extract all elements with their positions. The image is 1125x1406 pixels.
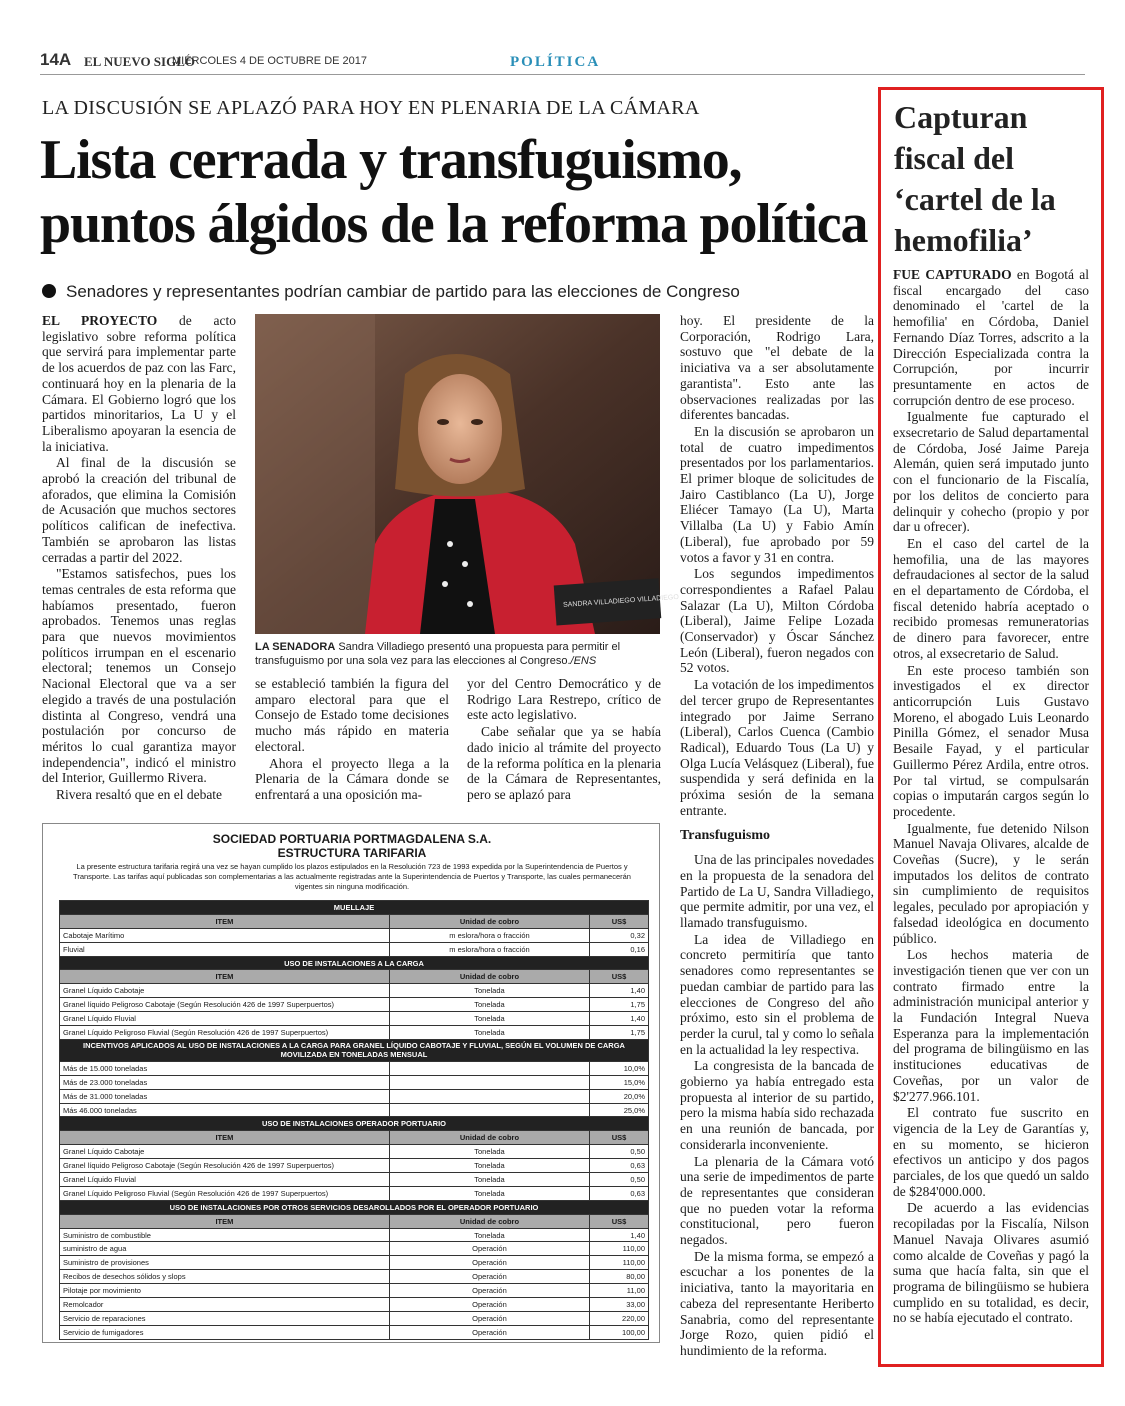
bullet-icon [42, 284, 56, 298]
paragraph: Cabe señalar que ya se había dado inicio al trámite del proyecto de la reforma política en la plenaria de la Cámara de Representantes, pero se aplazó para [467, 724, 661, 802]
nameplate-text: SANDRA VILLADIEGO VILLADIEGO [562, 593, 680, 609]
paragraph [893, 267, 1089, 408]
item-cell: Granel Líquido Fluvial [60, 1012, 390, 1026]
item-cell: Granel Líquido Peligroso Fluvial (Según Resolución 426 de 1997 Superpuertos) [60, 1186, 390, 1200]
usd-cell: 80,00 [590, 1270, 649, 1284]
unit-cell: Tonelada [389, 1186, 589, 1200]
header-usd: US$ [590, 970, 649, 984]
item-cell: Cabotaje Marítimo [60, 928, 390, 942]
paragraph: Los hechos materia de investigación tienen que ver con un contrato firmado entre la administración municipal anterior y la Fundación Integral Nueva Esperanza para la implementación del programa de bilingüismo en las instituciones educativas de Coveñas, por un valor de $2'277.966.101. [893, 947, 1089, 1104]
paragraph: La congresista de la bancada de gobierno ya había entregado esta propuesta al interior de su partido, pero la misma había sido rechazada en una reunión de bancada, por considerarla inconveniente. [680, 1058, 874, 1152]
section-title-cell: MUELLAJE [60, 901, 649, 915]
usd-cell: 33,00 [590, 1298, 649, 1312]
item-cell: Recibos de desechos sólidos y slops [60, 1270, 390, 1284]
item-cell: Granel líquido Peligroso Cabotaje (Según Resolución 426 de 1997 Superpuertos) [60, 1159, 390, 1173]
item-cell: Servicio de reparaciones [60, 1311, 390, 1325]
newspaper-name: EL NUEVO SIGLO [84, 54, 195, 69]
paragraph: Igualmente fue capturado el exsecretario de Salud departamental de Córdoba, José Jaime Pareja Alemán, quien será imputado junto con el funcionario de la Fiscalía, por los delitos de concierto para delinquir y cohecho (propio y por dar u ofrecer). [893, 409, 1089, 535]
article-column-4 [680, 313, 874, 1360]
usd-cell: 110,00 [590, 1242, 649, 1256]
usd-cell: 0,16 [590, 942, 649, 956]
subhead-text: Senadores y representantes podrían cambiar de partido para las elecciones de Congreso [66, 282, 740, 301]
paragraph: El contrato fue suscrito en vigencia de la Ley de Garantías y, en su momento, se hicieron efectivos un anticipo y dos pagos parciales, de los que quedó un saldo de $284'000.000. [893, 1105, 1089, 1199]
usd-cell: 1,40 [590, 1228, 649, 1242]
table-header-row [60, 1131, 649, 1145]
paragraph: Ahora el proyecto llega a la Plenaria de la Cámara donde se enfrentará a una oposición ma- [255, 755, 449, 802]
article-photo [255, 314, 680, 634]
usd-cell: 20,0% [590, 1089, 649, 1103]
paragraph: yor del Centro Democrático y de Rodrigo Lara Restrepo, crítico de este acto legislativo. [467, 676, 661, 723]
header-usd: US$ [590, 914, 649, 928]
table-header-row [60, 914, 649, 928]
subheading: Transfuguismo [680, 827, 770, 843]
table-row [60, 1325, 649, 1339]
paragraph-text: en Bogotá al fiscal encargado del caso denominado el 'cartel de la hemofilia' en Córdoba, Daniel Fernando Díaz Torres, adscrito a la Dirección Especializada contra la Corrupción, por incurrir presuntamente en actos de corrupción dentro de ese proceso. [893, 267, 1090, 408]
paragraph: La plenaria de la Cámara votó una serie de impedimentos de parte de representantes que consideran que no pueden votar la reforma constitucional, pero fueron negados. [680, 1153, 874, 1248]
page-folio: 14A [40, 50, 72, 69]
item-cell: Granel Líquido Fluvial [60, 1173, 390, 1187]
unit-cell: Tonelada [389, 984, 589, 998]
header-item: ITEM [60, 914, 390, 928]
table-row [60, 1284, 649, 1298]
table-row [60, 1173, 649, 1187]
ad-title: ESTRUCTURA TARIFARIA [277, 846, 427, 860]
photo-caption [255, 640, 660, 668]
usd-cell: 110,00 [590, 1256, 649, 1270]
photo-credit: /ENS [570, 655, 597, 667]
header-usd: US$ [590, 1214, 649, 1228]
item-cell: Servicio de fumigadores [60, 1325, 390, 1339]
unit-cell: Operación [389, 1325, 589, 1339]
usd-cell: 1,75 [590, 1026, 649, 1040]
item-cell: Granel Líquido Peligroso Fluvial (Según Resolución 426 de 1997 Superpuertos) [60, 1026, 390, 1040]
table-row [60, 1242, 649, 1256]
unit-cell: Operación [389, 1298, 589, 1312]
sidebar-body [893, 267, 1089, 1327]
header-unit: Unidad de cobro [389, 1131, 589, 1145]
paragraph [42, 313, 236, 454]
usd-cell: 25,0% [590, 1103, 649, 1117]
article-column-3 [467, 676, 661, 804]
tariff-advertisement [42, 823, 660, 1343]
table-header-row [60, 1214, 649, 1228]
usd-cell: 0,63 [590, 1159, 649, 1173]
unit-cell: Tonelada [389, 1159, 589, 1173]
lead-in: FUE CAPTURADO [893, 267, 1012, 282]
paragraph: En la discusión se aprobaron un total de cuatro impedimentos presentados por los parlamentarios. El primer bloque de solicitudes de Jairo Castiblanco (La U), Jorge Eliécer Tamayo (La U), Marta Villalba (La U) y Fabio Amín (Liberal), fue aprobado por 59 votos a favor y 31 en contra. [680, 423, 874, 565]
paragraph: Igualmente, fue detenido Nilson Manuel Navaja Olivares, alcalde de Coveñas (Sucre), y le serán imputados los delitos de contrato sin cumplimiento de requisitos legales, peculado por apropiación y falsedad ideológica en documento público. [893, 820, 1089, 946]
usd-cell: 11,00 [590, 1284, 649, 1298]
item-cell: Más de 31.000 toneladas [60, 1089, 390, 1103]
usd-cell: 15,0% [590, 1075, 649, 1089]
publication-date: MIÉRCOLES 4 DE OCTUBRE DE 2017 [172, 55, 368, 67]
caption-text: Sandra Villadiego presentó una propuesta para permitir el transfuguismo por una sola vez para las elecciones al Congreso. [255, 641, 621, 667]
item-cell: Suministro de provisiones [60, 1256, 390, 1270]
caption-lead: LA SENADORA [255, 641, 336, 653]
unit-cell: Tonelada [389, 1145, 589, 1159]
table-row [60, 1311, 649, 1325]
header-rule [40, 74, 1085, 75]
table-row [60, 1228, 649, 1242]
item-cell: Fluvial [60, 942, 390, 956]
usd-cell: 1,75 [590, 998, 649, 1012]
table-row [60, 928, 649, 942]
article-column-1 [42, 313, 236, 804]
section-title-cell: USO DE INSTALACIONES OPERADOR PORTUARIO [60, 1117, 649, 1131]
usd-cell: 1,40 [590, 984, 649, 998]
section-name: POLÍTICA [510, 54, 601, 70]
unit-cell: m eslora/hora o fracción [389, 928, 589, 942]
header-usd: US$ [590, 1131, 649, 1145]
item-cell: Remolcador [60, 1298, 390, 1312]
section-title-cell: USO DE INSTALACIONES POR OTROS SERVICIOS DESAROLLADOS POR EL OPERADOR PORTUARIO [60, 1200, 649, 1214]
unit-cell: Tonelada [389, 1026, 589, 1040]
table-row [60, 942, 649, 956]
unit-cell [389, 1061, 589, 1075]
table-row [60, 1075, 649, 1089]
headline-line-1: Lista cerrada y transfuguismo, [40, 129, 742, 191]
paragraph: En este proceso también son investigados el ex director anticorrupción Luis Gustavo Moreno, el abogado Luis Leonardo Pinilla Gómez, el senador Musa Besaile Fayad, y el particular Guillermo Pérez Ardila, entre otros. Por tal virtud, se compulsarán copias o imputarán cargos según lo procedente. [893, 662, 1089, 819]
table-row [60, 1145, 649, 1159]
paragraph: Los segundos impedimentos correspondientes a Rafael Palau Salazar (La U), Milton Córdoba (Liberal), Jaime Felipe Lozada (Conservador) y Óscar Sánchez León (Liberal), fueron negados con 52 votos. [680, 566, 874, 676]
table-row [60, 1270, 649, 1284]
table-section-title [60, 1039, 649, 1061]
article-column-2 [255, 676, 449, 804]
item-cell: Suministro de combustible [60, 1228, 390, 1242]
table-section-title [60, 901, 649, 915]
unit-cell: Operación [389, 1242, 589, 1256]
item-cell: Granel líquido Peligroso Cabotaje (Según Resolución 426 de 1997 Superpuertos) [60, 998, 390, 1012]
ad-company-title: SOCIEDAD PORTUARIA PORTMAGDALENA S.A. [212, 832, 492, 846]
unit-cell [389, 1103, 589, 1117]
paragraph: Una de las principales novedades en la propuesta de la senadora del Partido de La U, Sandra Villadiego, que permite admitir, por una vez, el llamado transfuguismo. [680, 852, 874, 931]
usd-cell: 10,0% [590, 1061, 649, 1075]
table-section-title [60, 1200, 649, 1214]
tariff-table [59, 900, 649, 1340]
ad-intro: La presente estructura tarifaria regirá una vez se hayan cumplido los plazos estipulados en la Resolución 723 de 1993 expedida por la Superintendencia de Puertos y Transporte. Las tarifas aquí publicadas son complementarias a las actualmente registradas ante la Superintendencia de Puertos y Transporte, las cuales permanecerán vigentes sin ninguna modificación. [73, 862, 631, 891]
item-cell: Granel Líquido Cabotaje [60, 984, 390, 998]
table-row [60, 1089, 649, 1103]
paragraph: "Estamos satisfechos, pues los temas centrales de esta reforma que habíamos presentado, fueron aprobados. Tenemos unas reglas para que nuevos movimientos políticos irrumpan en el escenario electoral; tenemos un Consejo Nacional Electoral que va a ser elegido a través de una postulación distinta al Congreso, vendrá una postulación por concurso de méritos lo cual garantiza mayor independencia", indicó el ministro del Interior, Guillermo Rivera. [42, 566, 236, 786]
unit-cell [389, 1075, 589, 1089]
table-row [60, 1026, 649, 1040]
table-row [60, 1103, 649, 1117]
table-section-title [60, 956, 649, 970]
paragraph: De acuerdo a las evidencias recopiladas por la Fiscalía, Nilson Manuel Navaja Olivares asumió como alcalde de Coveñas y pagó la suma que hacía falta, sin que el programa de bilingüismo se hubiera cumplido en su totalidad, es decir, no se había ejecutado el contrato. [893, 1200, 1089, 1326]
usd-cell: 0,50 [590, 1173, 649, 1187]
paragraph: Rivera resaltó que en el debate [56, 787, 223, 803]
item-cell: Más de 15.000 toneladas [60, 1061, 390, 1075]
table-row [60, 1298, 649, 1312]
item-cell: suministro de agua [60, 1242, 390, 1256]
headline [40, 128, 885, 256]
kicker: LA DISCUSIÓN SE APLAZÓ PARA HOY EN PLENARIA DE LA CÁMARA [42, 97, 700, 119]
paragraph: La idea de Villadiego en concreto permitiría que tanto senadores como representantes se puedan cambiar de partido para las elecciones de Congreso del año próximo, esto sin el problema de perder la curul, tal y como lo señala en la actualidad la ley respectiva. [680, 931, 874, 1057]
table-row [60, 998, 649, 1012]
table-section-title [60, 1117, 649, 1131]
paragraph-text: de acto legislativo sobre reforma política que servirá para implementar parte de los acuerdos de paz con las Farc, continuará hoy en la plenaria de la Cámara. El Gobierno logró que los partidos minoritarios, La U y el Liberalismo apoyaran la esencia de la iniciativa. [42, 313, 236, 454]
paragraph: Al final de la discusión se aprobó la creación del tribunal de aforados, que elimina la Comisión de Acusación que muchos sectores políticos califican de inefectiva. También se aprobaron las listas cerradas a partir del 2022. [42, 455, 236, 565]
usd-cell: 0,63 [590, 1186, 649, 1200]
usd-cell: 0,50 [590, 1145, 649, 1159]
paragraph: se estableció también la figura del amparo electoral para que el Consejo de Estado tome decisiones mucho más rápido en materia electoral. [255, 676, 449, 754]
table-row [60, 1061, 649, 1075]
table-row [60, 1012, 649, 1026]
paragraph: hoy. El presidente de la Corporación, Rodrigo Lara, sostuvo que "el debate de la iniciativa va a ser absolutamente garantista". Esto ante las observaciones realizadas por las diferentes bancadas. [680, 313, 874, 423]
lead-in: EL PROYECTO [42, 313, 158, 328]
unit-cell: Operación [389, 1284, 589, 1298]
item-cell: Pilotaje por movimiento [60, 1284, 390, 1298]
header-item: ITEM [60, 1214, 390, 1228]
section-title-cell: USO DE INSTALACIONES A LA CARGA [60, 956, 649, 970]
item-cell: Más de 23.000 toneladas [60, 1075, 390, 1089]
headline-line-2: puntos álgidos de la reforma política [40, 193, 868, 255]
unit-cell: Operación [389, 1270, 589, 1284]
item-cell: Granel Líquido Cabotaje [60, 1145, 390, 1159]
usd-cell: 100,00 [590, 1325, 649, 1339]
header-unit: Unidad de cobro [389, 970, 589, 984]
table-row [60, 1256, 649, 1270]
header-unit: Unidad de cobro [389, 1214, 589, 1228]
paragraph: La votación de los impedimentos del tercer grupo de Representantes integrado por Jaime Serrano (Liberal), Carlos Cuenca (Cambio Radical), Eduardo Tous (La U) y Olga Lucía Velásquez (Liberal), fue suspendida y será definida en la próxima sesión de la semana entrante. [680, 677, 874, 818]
unit-cell: m eslora/hora o fracción [389, 942, 589, 956]
paragraph: De la misma forma, se empezó a escuchar a los ponentes de la iniciativa, tanto la mayoritaria en cabeza del representante Heriberto Sanabria, como del representante Jorge Rozo, quien pidió el hundimiento de la reforma. [680, 1248, 874, 1358]
unit-cell: Operación [389, 1256, 589, 1270]
sidebar-headline: Capturan fiscal del ‘cartel de la hemofilia’ [894, 99, 1056, 258]
usd-cell: 220,00 [590, 1311, 649, 1325]
unit-cell [389, 1089, 589, 1103]
table-header-row [60, 970, 649, 984]
unit-cell: Operación [389, 1311, 589, 1325]
usd-cell: 0,32 [590, 928, 649, 942]
header-item: ITEM [60, 1131, 390, 1145]
header-item: ITEM [60, 970, 390, 984]
unit-cell: Tonelada [389, 998, 589, 1012]
usd-cell: 1,40 [590, 1012, 649, 1026]
table-row [60, 1186, 649, 1200]
unit-cell: Tonelada [389, 1228, 589, 1242]
subhead [42, 282, 740, 302]
table-row [60, 1159, 649, 1173]
unit-cell: Tonelada [389, 1012, 589, 1026]
unit-cell: Tonelada [389, 1173, 589, 1187]
header-unit: Unidad de cobro [389, 914, 589, 928]
senator-photo-illustration [255, 314, 680, 634]
item-cell: Más 46.000 toneladas [60, 1103, 390, 1117]
paragraph: En el caso del cartel de la hemofilia, una de las mayores defraudaciones al sector de la salud en el departamento de Córdoba, el fiscal detenido habría aceptado o recibido promesas remuneratorias de dinero para favorecer, entre otros, al exsecretario de Salud. [893, 535, 1089, 661]
table-row [60, 984, 649, 998]
section-title-cell: INCENTIVOS APLICADOS AL USO DE INSTALACIONES A LA CARGA PARA GRANEL LÍQUIDO CABOTAJE Y FLUVIAL, SEGÚN EL VOLUMEN DE CARGA MOVILIZADA EN TONELADAS MENSUAL [60, 1039, 649, 1061]
